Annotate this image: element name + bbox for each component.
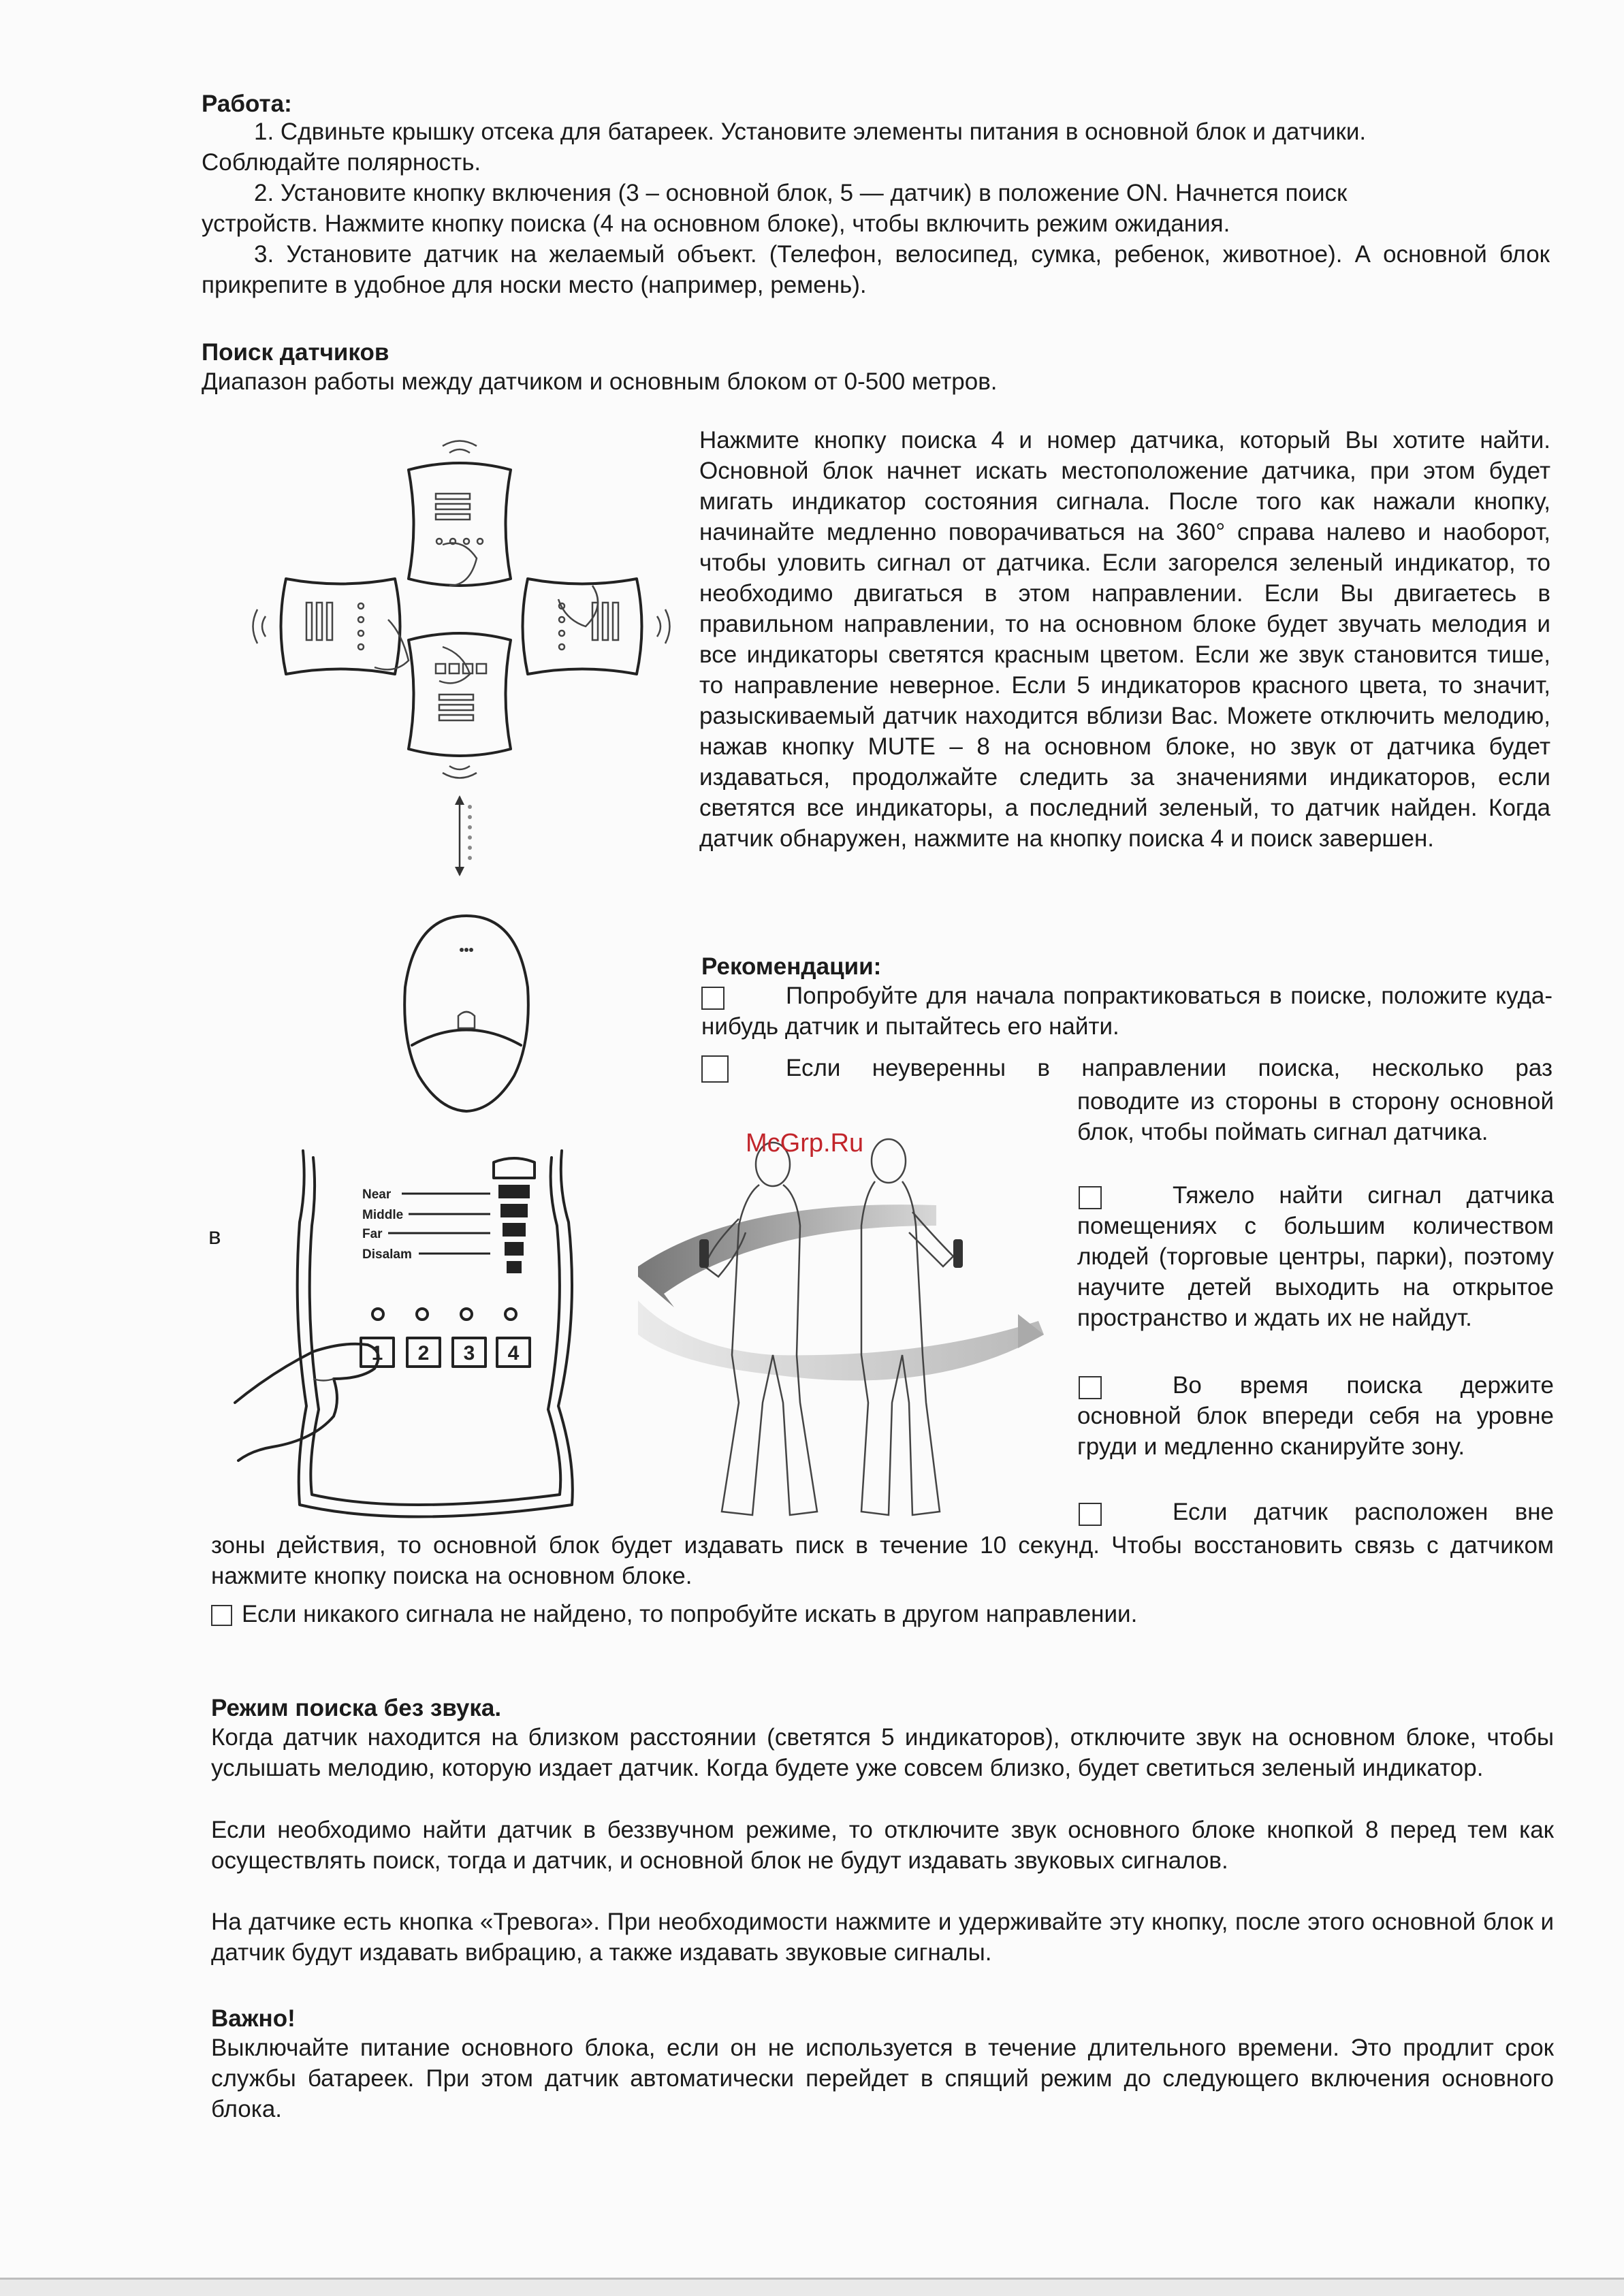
rec-item-1-text: Попробуйте для начала попрактиковаться в поиске, положите куда-нибудь датчик и пытайтесь его найти.	[701, 983, 1553, 1040]
rec-item-2-checkbox	[701, 1055, 729, 1083]
silent-mode-p3: На датчике есть кнопка «Тревога». При необходимости нажмите и удерживайте эту кнопку, после этого основной блок и датчик будут издавать вибрацию, а также издавать звуковые сигналы.	[211, 1909, 1554, 1966]
device-label-far: Far	[362, 1227, 383, 1241]
rec-item-4-text: Во время поиска держите основной блок впереди себя на уровне груди и медленно сканируйте зону.	[1077, 1372, 1554, 1460]
device-label-near: Near	[362, 1187, 392, 1202]
scan-edge	[0, 2278, 1624, 2296]
device-label-disalam: Disalam	[362, 1247, 412, 1262]
rotation-diagram	[238, 422, 688, 899]
search-heading: Поиск датчиков	[202, 339, 389, 366]
search-instructions: Нажмите кнопку поиска 4 и номер датчика, который Вы хотите найти. Основной блок начнет искать местоположение датчика, при этом будет мигать индикатор состояния сигнала. После того как нажали кнопку, начинайте медленно поворачиваться на 360° справа налево и наоборот, чтобы уловить сигнал от датчика. Если загорелся зеленый индикатор, то необходимо двигаться в этом направлении. Если Вы двигаетесь в правильном направлении, то на основном блоке будет звучать мелодия и все индикаторы светятся красным цветом. Если же звук становится тише, то направление неверное. Если 5 индикаторов красного цвета, то значит, разыскиваемый датчик находится вблизи Вас. Можете отключить мелодию, нажав кнопку MUTE – 8 на основном блоке, но звук от датчика будет издаваться, продолжайте следить за значениями индикаторов, если светятся все индикаторы, а последний зеленый, то датчик найден. Когда датчик обнаружен, нажмите на кнопку поиска 4 и поиск завершен.	[699, 427, 1550, 852]
work-step-2-line1: 2. Установите кнопку включения (3 – основной блок, 5 — датчик) в положение ON. Начнется поиск	[254, 180, 1348, 206]
rec-item-2-rest: поводите из стороны в сторону основной блок, чтобы поймать сигнал датчика.	[1077, 1088, 1554, 1145]
silent-mode-p1: Когда датчик находится на близком расстоянии (светятся 5 индикаторов), отключите звук на основном блоке, чтобы услышать мелодию, которую издает датчик. Когда будете уже совсем близко, будет светиться зеленый индикатор.	[211, 1724, 1554, 1781]
device-top	[409, 441, 511, 586]
rec-item-5-rest: зоны действия, то основной блок будет издавать писк в течение 10 секунд. Чтобы восстановить связь с датчиком нажмите кнопку поиска на основном блоке.	[211, 1532, 1554, 1589]
unit-button-4: 4	[507, 1342, 520, 1365]
important-heading: Важно!	[211, 2005, 296, 2032]
device-left	[253, 579, 400, 674]
sensor-illustration	[398, 912, 535, 1117]
search-range: Диапазон работы между датчиком и основным блоком от 0-500 метров.	[202, 368, 998, 395]
unit-button-3: 3	[463, 1342, 475, 1365]
rec-item-3-text: Тяжело найти сигнал датчика помещениях с большим количеством людей (торговые центры, парки), поэтому научите детей выходить на открытое пространство и ждать их не найдут.	[1077, 1182, 1554, 1331]
work-heading: Работа:	[202, 91, 292, 117]
work-step-3: 3. Установите датчик на желаемый объект. (Телефон, велосипед, сумка, ребенок, животное). А основной блок прикрепите в удобное для носки место (например, ремень).	[202, 241, 1550, 298]
work-step-2-line2: устройств. Нажмите кнопку поиска (4 на основном блоке), чтобы включить режим ожидания.	[202, 210, 1230, 237]
device-bottom	[409, 633, 511, 778]
rec-item-5-checkbox	[1079, 1503, 1102, 1526]
rotation-people-illustration	[637, 1130, 1045, 1525]
figure-side-label: в	[208, 1223, 221, 1249]
person-right	[861, 1139, 953, 1515]
watermark: McGrp.Ru	[746, 1129, 864, 1158]
rec-item-5-line1: Если датчик расположен вне	[1173, 1499, 1554, 1525]
work-step-1-line2: Соблюдайте полярность.	[202, 149, 481, 176]
recommendations-heading: Рекомендации:	[701, 953, 882, 980]
main-unit-illustration	[232, 1147, 613, 1522]
work-step-1-line1: 1. Сдвиньте крышку отсека для батареек. Установите элементы питания в основной блок и датчики.	[254, 118, 1367, 145]
unit-button-1: 1	[371, 1342, 383, 1365]
silent-mode-p2: Если необходимо найти датчик в беззвучном режиме, то отключите звук основного блоке кнопкой 8 перед тем как осуществлять поиск, тогда и датчик, и основной блок не будут издавать звуковых сигналов.	[211, 1817, 1554, 1874]
rec-item-2-line1: Если неуверенны в направлении поиска, несколько раз	[786, 1055, 1553, 1081]
silent-mode-heading: Режим поиска без звука.	[211, 1695, 502, 1721]
unit-button-2: 2	[417, 1342, 430, 1365]
person-left	[705, 1143, 817, 1515]
rec-item-6	[211, 1599, 1137, 1629]
rec-item-6-checkbox	[211, 1605, 232, 1626]
rec-item-6-text: Если никакого сигнала не найдено, то попробуйте искать в другом направлении.	[242, 1601, 1138, 1627]
important-text: Выключайте питание основного блока, если он не используется в течение длительного времени. Это продлит срок службы батареек. При этом датчик автоматически перейдет в спящий режим до следующего включения основного блока.	[211, 2035, 1554, 2122]
device-label-middle: Middle	[362, 1208, 404, 1222]
